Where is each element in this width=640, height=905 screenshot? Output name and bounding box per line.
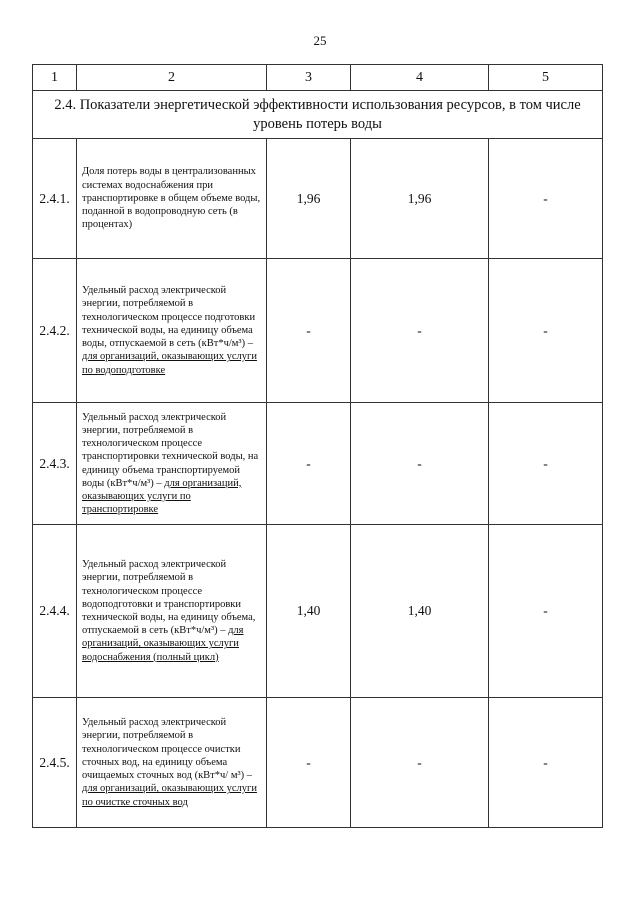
- row-value-col5: -: [489, 139, 603, 259]
- row-number: 2.4.5.: [33, 698, 77, 828]
- row-description: [77, 139, 267, 259]
- row-description-underlined: для организаций, оказывающих услуги по водоподготовке: [82, 351, 257, 376]
- column-header-3: 3: [267, 65, 351, 91]
- row-value-col4: -: [351, 698, 489, 828]
- table-row: [33, 403, 603, 525]
- row-description: [77, 403, 267, 525]
- row-value-col4: 1,40: [351, 525, 489, 698]
- row-value-col4: -: [351, 403, 489, 525]
- row-number: 2.4.3.: [33, 403, 77, 525]
- table-row: [33, 259, 603, 403]
- row-value-col4: 1,96: [351, 139, 489, 259]
- column-header-2: 2: [77, 65, 267, 91]
- table-header-row: [33, 65, 603, 91]
- section-row: [33, 91, 603, 139]
- row-description: [77, 525, 267, 698]
- row-value-col3: -: [267, 403, 351, 525]
- column-header-1: 1: [33, 65, 77, 91]
- row-description: [77, 259, 267, 403]
- column-header-4: 4: [351, 65, 489, 91]
- row-value-col5: -: [489, 259, 603, 403]
- table-row: [33, 525, 603, 698]
- row-value-col4: -: [351, 259, 489, 403]
- table-row: [33, 698, 603, 828]
- row-value-col3: -: [267, 259, 351, 403]
- row-value-col3: 1,96: [267, 139, 351, 259]
- row-description: [77, 698, 267, 828]
- indicators-table: [32, 64, 603, 828]
- row-number: 2.4.1.: [33, 139, 77, 259]
- row-description-text: Удельный расход электрической энергии, потребляемой в технологическом процессе очистки сточных вод, на единицу объема очищаемых сточных вод (кВт*ч/ м³) –: [82, 717, 253, 782]
- row-description-text: Удельный расход электрической энергии, потребляемой в технологическом процессе водоподготовки и транспортировки технической воды, на единицу объема, отпускаемой в сеть (кВт*ч/м³) –: [82, 559, 256, 637]
- row-value-col5: -: [489, 698, 603, 828]
- row-value-col5: -: [489, 403, 603, 525]
- column-header-5: 5: [489, 65, 603, 91]
- row-number: 2.4.4.: [33, 525, 77, 698]
- row-description-text: Удельный расход электрической энергии, потребляемой в технологическом процессе транспортировки технической воды, на единицу объема транспортируемой воды (кВт*ч/м³) –: [82, 411, 259, 489]
- row-description-underlined: для организаций, оказывающих услуги водоснабжения (полный цикл): [82, 625, 244, 663]
- row-description-underlined: для организаций, оказывающих услуги по очистке сточных вод: [82, 783, 257, 808]
- table-row: [33, 139, 603, 259]
- row-value-col5: -: [489, 525, 603, 698]
- row-value-col3: 1,40: [267, 525, 351, 698]
- row-value-col3: -: [267, 698, 351, 828]
- row-description-text: Удельный расход электрической энергии, потребляемой в технологическом процессе подготовки технической воды, на единицу объема воды, отпускаемой в сеть (кВт*ч/м³) –: [82, 285, 256, 350]
- row-number: 2.4.2.: [33, 259, 77, 403]
- row-description-underlined: для организаций, оказывающих услуги по транспортировке: [82, 477, 242, 516]
- page-number: 25: [313, 33, 327, 48]
- row-description-text: Доля потерь воды в централизованных системах водоснабжения при транспортировке в общем объеме воды, поданной в водопроводную сеть (в процентах): [82, 166, 261, 231]
- section-title: 2.4. Показатели энергетической эффективности использования ресурсов, в том числе уровень потерь воды: [33, 91, 603, 139]
